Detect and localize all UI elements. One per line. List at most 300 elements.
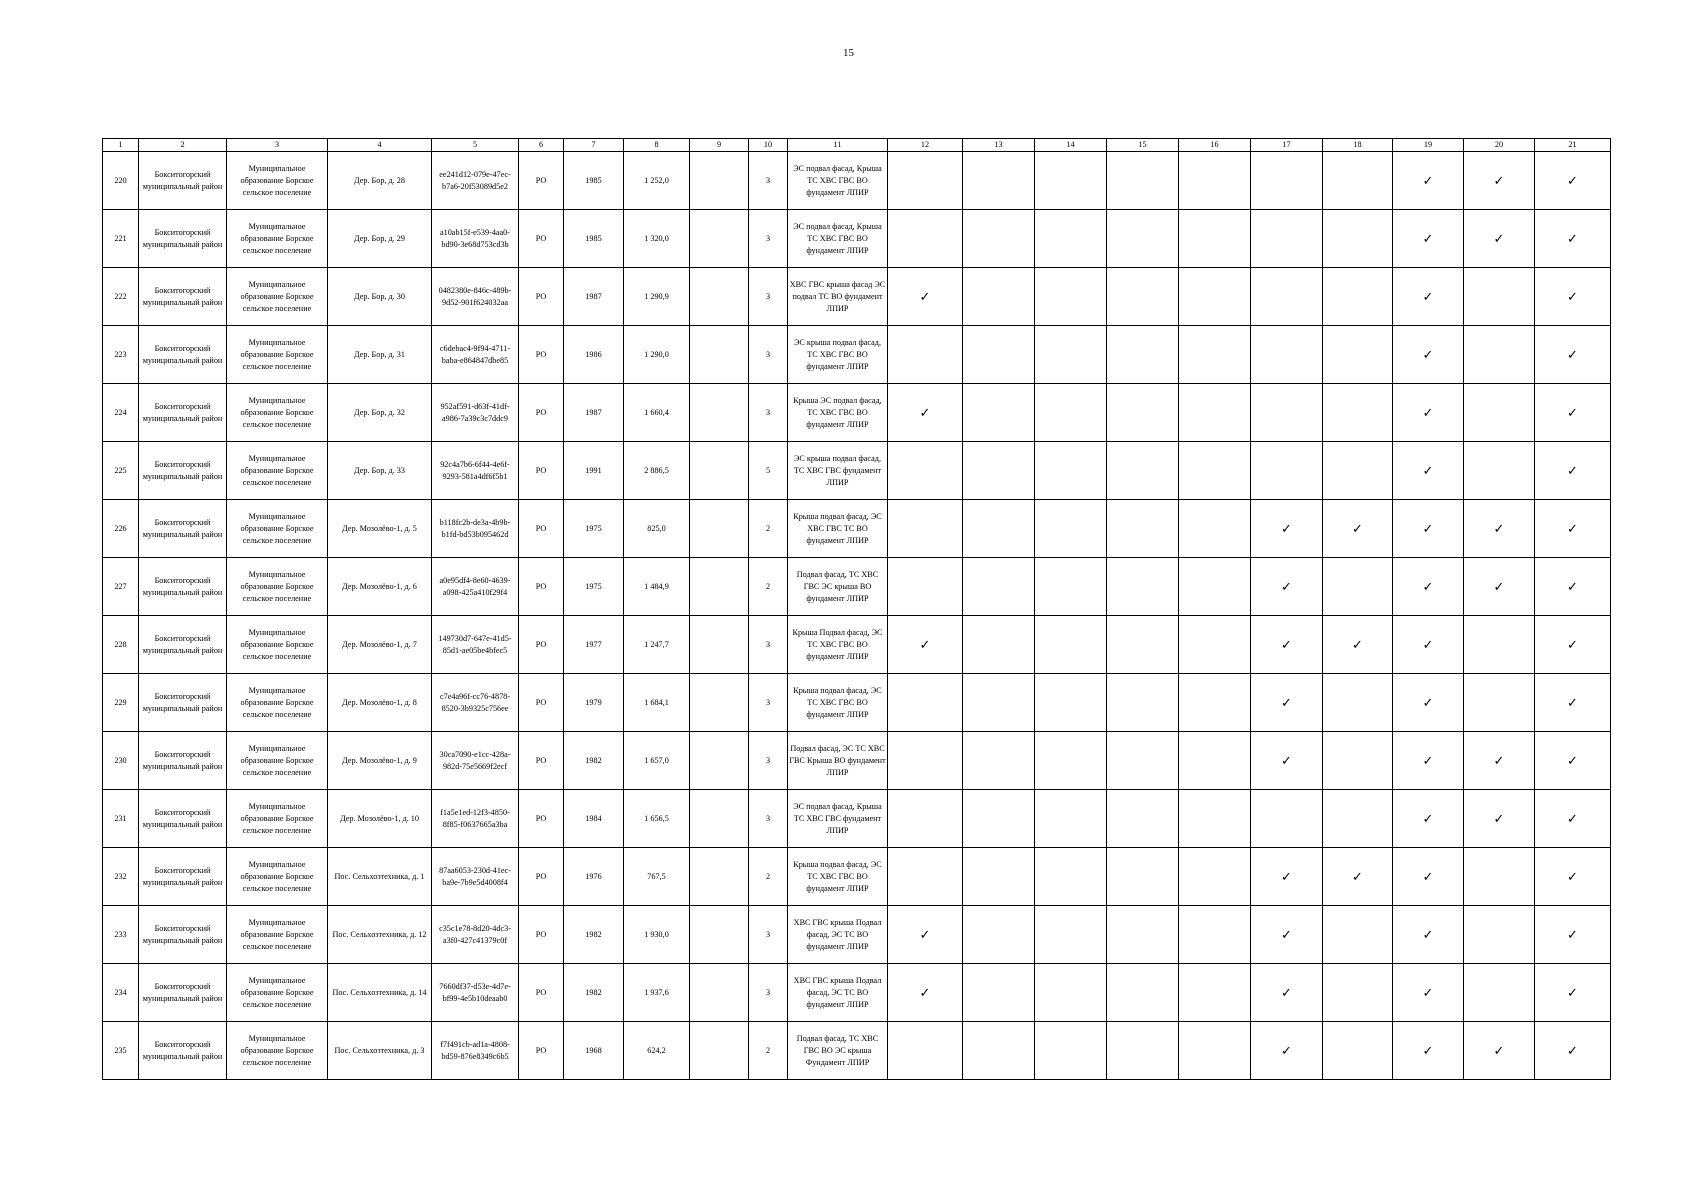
check-cell-col-12 xyxy=(888,848,963,906)
check-mark-icon: ✓ xyxy=(919,404,931,420)
building-id-cell: c7e4a96f-cc76-4878-8520-3b9325c756ee xyxy=(432,674,519,732)
address-cell: Дер. Мозолёво-1, д. 7 xyxy=(328,616,432,674)
check-cell-col-12 xyxy=(888,964,963,1022)
works-cell: Подвал фасад, ЭС ТС ХВС ГВС Крыша ВО фундамент ЛПИР xyxy=(788,732,888,790)
row-number-cell: 235 xyxy=(103,1022,139,1080)
check-cell-col-12 xyxy=(888,558,963,616)
district-cell: Бокситогорский муниципальный район xyxy=(139,326,227,384)
check-mark-icon: ✓ xyxy=(1422,752,1434,768)
check-mark-icon: ✓ xyxy=(1422,1042,1434,1058)
row-number-cell: 225 xyxy=(103,442,139,500)
check-cell-col-16 xyxy=(1179,210,1251,268)
check-cell-col-16 xyxy=(1179,848,1251,906)
column-number-header: 16 xyxy=(1179,139,1251,152)
table-row xyxy=(103,1022,1611,1080)
floors-cell: 2 xyxy=(749,848,788,906)
check-cell-col-18 xyxy=(1323,1022,1393,1080)
area-cell: 1 656,5 xyxy=(624,790,690,848)
check-mark-icon: ✓ xyxy=(1567,1042,1578,1058)
check-cell-col-16 xyxy=(1179,964,1251,1022)
works-cell: Крыша подвал фасад, ЭС ТС ХВС ГВС ВО фундамент ЛПИР xyxy=(788,848,888,906)
check-mark-icon: ✓ xyxy=(1352,636,1363,652)
check-cell-col-19 xyxy=(1393,326,1464,384)
check-mark-icon: ✓ xyxy=(1567,288,1578,304)
check-cell-col-19 xyxy=(1393,500,1464,558)
building-id-cell: 952af591-d63f-41df-a986-7a39c3c7ddc9 xyxy=(432,384,519,442)
type-cell: РО xyxy=(519,500,564,558)
check-cell-col-19 xyxy=(1393,674,1464,732)
table-row xyxy=(103,500,1611,558)
column-number-header: 17 xyxy=(1251,139,1323,152)
column-number-header: 13 xyxy=(963,139,1035,152)
check-cell-col-14 xyxy=(1035,674,1107,732)
type-cell: РО xyxy=(519,964,564,1022)
page-number: 15 xyxy=(843,47,854,59)
check-mark-icon: ✓ xyxy=(1281,520,1292,536)
column-number-header: 10 xyxy=(749,139,788,152)
check-cell-col-16 xyxy=(1179,616,1251,674)
column-number-header: 9 xyxy=(690,139,749,152)
table-row xyxy=(103,210,1611,268)
row-number-cell: 221 xyxy=(103,210,139,268)
check-cell-col-20 xyxy=(1464,906,1535,964)
check-cell-col-17 xyxy=(1251,210,1323,268)
works-cell: Подвал фасад, ТС ХВС ГВС ЭС крыша ВО фундамент ЛПИР xyxy=(788,558,888,616)
area-cell: 1 937,6 xyxy=(624,964,690,1022)
check-cell-col-18 xyxy=(1323,210,1393,268)
check-mark-icon: ✓ xyxy=(1281,636,1292,652)
type-cell: РО xyxy=(519,848,564,906)
check-cell-col-12 xyxy=(888,326,963,384)
check-cell-col-20 xyxy=(1464,732,1535,790)
check-cell-col-21 xyxy=(1535,1022,1611,1080)
check-cell-col-16 xyxy=(1179,268,1251,326)
column-number-header: 11 xyxy=(788,139,888,152)
check-cell-col-17 xyxy=(1251,906,1323,964)
address-cell: Пос. Сельхозтехника, д. 12 xyxy=(328,906,432,964)
municipality-cell: Муниципальное образование Борское сельское поселение xyxy=(227,500,328,558)
check-cell-col-21 xyxy=(1535,500,1611,558)
column-number-header: 4 xyxy=(328,139,432,152)
check-cell-col-14 xyxy=(1035,384,1107,442)
building-id-cell: f7f491cb-ad1a-4808-bd59-876e8349c6b5 xyxy=(432,1022,519,1080)
area-cell: 825,0 xyxy=(624,500,690,558)
check-cell-col-16 xyxy=(1179,674,1251,732)
area-cell: 624,2 xyxy=(624,1022,690,1080)
check-cell-col-18 xyxy=(1323,674,1393,732)
floors-cell: 3 xyxy=(749,616,788,674)
district-cell: Бокситогорский муниципальный район xyxy=(139,674,227,732)
check-cell-col-18 xyxy=(1323,790,1393,848)
column-number-header: 18 xyxy=(1323,139,1393,152)
year-cell: 1985 xyxy=(564,152,624,210)
column-number-header: 2 xyxy=(139,139,227,152)
check-mark-icon: ✓ xyxy=(1567,926,1578,942)
check-cell-col-15 xyxy=(1107,558,1179,616)
address-cell: Дер. Мозолёво-1, д. 8 xyxy=(328,674,432,732)
check-cell-col-19 xyxy=(1393,732,1464,790)
check-cell-col-21 xyxy=(1535,152,1611,210)
check-cell-col-19 xyxy=(1393,1022,1464,1080)
row-number-cell: 233 xyxy=(103,906,139,964)
column-9-cell xyxy=(690,442,749,500)
building-id-cell: a0e95df4-8e60-4639-a098-425a410f29f4 xyxy=(432,558,519,616)
check-cell-col-21 xyxy=(1535,964,1611,1022)
floors-cell: 3 xyxy=(749,210,788,268)
check-cell-col-16 xyxy=(1179,732,1251,790)
check-cell-col-16 xyxy=(1179,442,1251,500)
floors-cell: 3 xyxy=(749,906,788,964)
check-cell-col-15 xyxy=(1107,848,1179,906)
check-cell-col-13 xyxy=(963,732,1035,790)
check-cell-col-20 xyxy=(1464,326,1535,384)
check-mark-icon: ✓ xyxy=(1281,752,1292,768)
floors-cell: 3 xyxy=(749,964,788,1022)
check-cell-col-21 xyxy=(1535,326,1611,384)
check-cell-col-17 xyxy=(1251,152,1323,210)
address-cell: Дер. Бор, д. 32 xyxy=(328,384,432,442)
area-cell: 1 660,4 xyxy=(624,384,690,442)
check-mark-icon: ✓ xyxy=(1567,810,1578,826)
check-mark-icon: ✓ xyxy=(1422,868,1434,884)
check-cell-col-13 xyxy=(963,558,1035,616)
check-mark-icon: ✓ xyxy=(919,926,931,942)
municipality-cell: Муниципальное образование Борское сельское поселение xyxy=(227,616,328,674)
floors-cell: 3 xyxy=(749,326,788,384)
check-mark-icon: ✓ xyxy=(1567,462,1578,478)
check-cell-col-14 xyxy=(1035,964,1107,1022)
check-mark-icon: ✓ xyxy=(1493,172,1505,188)
type-cell: РО xyxy=(519,616,564,674)
column-9-cell xyxy=(690,500,749,558)
table-row xyxy=(103,558,1611,616)
check-cell-col-17 xyxy=(1251,384,1323,442)
works-cell: ЭС крыша подвал фасад, ТС ХВС ГВС ВО фундамент ЛПИР xyxy=(788,326,888,384)
check-cell-col-17 xyxy=(1251,500,1323,558)
address-cell: Дер. Мозолёво-1, д. 6 xyxy=(328,558,432,616)
check-cell-col-17 xyxy=(1251,674,1323,732)
check-cell-col-21 xyxy=(1535,674,1611,732)
check-cell-col-15 xyxy=(1107,384,1179,442)
check-mark-icon: ✓ xyxy=(1422,346,1434,362)
check-mark-icon: ✓ xyxy=(1567,984,1578,1000)
district-cell: Бокситогорский муниципальный район xyxy=(139,616,227,674)
column-9-cell xyxy=(690,558,749,616)
check-cell-col-15 xyxy=(1107,906,1179,964)
table-row xyxy=(103,674,1611,732)
municipality-cell: Муниципальное образование Борское сельское поселение xyxy=(227,790,328,848)
row-number-cell: 227 xyxy=(103,558,139,616)
row-number-cell: 220 xyxy=(103,152,139,210)
check-cell-col-20 xyxy=(1464,152,1535,210)
year-cell: 1982 xyxy=(564,964,624,1022)
type-cell: РО xyxy=(519,268,564,326)
works-cell: ХВС ГВС крыша Подвал фасад, ЭС ТС ВО фундамент ЛПИР xyxy=(788,964,888,1022)
row-number-cell: 223 xyxy=(103,326,139,384)
check-mark-icon: ✓ xyxy=(1567,578,1578,594)
district-cell: Бокситогорский муниципальный район xyxy=(139,210,227,268)
column-number-row xyxy=(103,139,1611,152)
building-id-cell: 7660df37-d53e-4d7e-bf99-4e5b10deaab0 xyxy=(432,964,519,1022)
district-cell: Бокситогорский муниципальный район xyxy=(139,848,227,906)
check-cell-col-17 xyxy=(1251,268,1323,326)
check-cell-col-19 xyxy=(1393,558,1464,616)
district-cell: Бокситогорский муниципальный район xyxy=(139,558,227,616)
table-row xyxy=(103,616,1611,674)
check-cell-col-17 xyxy=(1251,326,1323,384)
check-cell-col-12 xyxy=(888,906,963,964)
floors-cell: 3 xyxy=(749,674,788,732)
check-cell-col-14 xyxy=(1035,500,1107,558)
check-cell-col-15 xyxy=(1107,326,1179,384)
check-cell-col-14 xyxy=(1035,442,1107,500)
municipality-cell: Муниципальное образование Борское сельское поселение xyxy=(227,326,328,384)
check-cell-col-16 xyxy=(1179,152,1251,210)
check-mark-icon: ✓ xyxy=(1352,868,1363,884)
check-cell-col-20 xyxy=(1464,210,1535,268)
check-mark-icon: ✓ xyxy=(919,984,931,1000)
row-number-cell: 226 xyxy=(103,500,139,558)
floors-cell: 2 xyxy=(749,1022,788,1080)
check-cell-col-18 xyxy=(1323,442,1393,500)
check-cell-col-20 xyxy=(1464,674,1535,732)
check-cell-col-17 xyxy=(1251,790,1323,848)
type-cell: РО xyxy=(519,326,564,384)
floors-cell: 2 xyxy=(749,500,788,558)
type-cell: РО xyxy=(519,152,564,210)
check-cell-col-14 xyxy=(1035,210,1107,268)
check-cell-col-13 xyxy=(963,210,1035,268)
column-9-cell xyxy=(690,906,749,964)
check-cell-col-13 xyxy=(963,848,1035,906)
check-cell-col-17 xyxy=(1251,848,1323,906)
check-mark-icon: ✓ xyxy=(1493,752,1505,768)
check-cell-col-13 xyxy=(963,152,1035,210)
check-cell-col-16 xyxy=(1179,500,1251,558)
check-cell-col-18 xyxy=(1323,616,1393,674)
column-9-cell xyxy=(690,152,749,210)
table-row xyxy=(103,326,1611,384)
table-row xyxy=(103,964,1611,1022)
column-number-header: 3 xyxy=(227,139,328,152)
check-cell-col-12 xyxy=(888,442,963,500)
check-mark-icon: ✓ xyxy=(1422,520,1434,536)
column-number-header: 12 xyxy=(888,139,963,152)
district-cell: Бокситогорский муниципальный район xyxy=(139,1022,227,1080)
address-cell: Пос. Сельхозтехника, д. 3 xyxy=(328,1022,432,1080)
check-cell-col-21 xyxy=(1535,384,1611,442)
check-cell-col-21 xyxy=(1535,848,1611,906)
column-number-header: 20 xyxy=(1464,139,1535,152)
check-cell-col-14 xyxy=(1035,732,1107,790)
column-9-cell xyxy=(690,384,749,442)
check-cell-col-12 xyxy=(888,384,963,442)
building-id-cell: a10ab15f-e539-4aa0-bd90-3e68d753cd3b xyxy=(432,210,519,268)
check-cell-col-15 xyxy=(1107,616,1179,674)
check-cell-col-17 xyxy=(1251,616,1323,674)
type-cell: РО xyxy=(519,442,564,500)
check-mark-icon: ✓ xyxy=(1567,752,1578,768)
check-cell-col-20 xyxy=(1464,500,1535,558)
district-cell: Бокситогорский муниципальный район xyxy=(139,906,227,964)
area-cell: 1 930,0 xyxy=(624,906,690,964)
district-cell: Бокситогорский муниципальный район xyxy=(139,384,227,442)
row-number-cell: 228 xyxy=(103,616,139,674)
check-cell-col-15 xyxy=(1107,500,1179,558)
year-cell: 1984 xyxy=(564,790,624,848)
area-cell: 1 290,9 xyxy=(624,268,690,326)
floors-cell: 3 xyxy=(749,268,788,326)
year-cell: 1975 xyxy=(564,500,624,558)
check-cell-col-12 xyxy=(888,210,963,268)
check-cell-col-12 xyxy=(888,616,963,674)
building-id-cell: c6debac4-9f94-4711-baba-e864847dbe85 xyxy=(432,326,519,384)
table-row xyxy=(103,848,1611,906)
building-id-cell: ee241d12-079e-47ec-b7a6-20f53089d5e2 xyxy=(432,152,519,210)
column-9-cell xyxy=(690,848,749,906)
check-cell-col-20 xyxy=(1464,384,1535,442)
check-mark-icon: ✓ xyxy=(1422,462,1434,478)
check-mark-icon: ✓ xyxy=(1422,984,1434,1000)
municipality-cell: Муниципальное образование Борское сельское поселение xyxy=(227,1022,328,1080)
column-number-header: 15 xyxy=(1107,139,1179,152)
check-cell-col-20 xyxy=(1464,964,1535,1022)
type-cell: РО xyxy=(519,674,564,732)
check-cell-col-13 xyxy=(963,906,1035,964)
year-cell: 1977 xyxy=(564,616,624,674)
check-cell-col-15 xyxy=(1107,210,1179,268)
check-cell-col-15 xyxy=(1107,268,1179,326)
column-9-cell xyxy=(690,732,749,790)
municipality-cell: Муниципальное образование Борское сельское поселение xyxy=(227,848,328,906)
check-mark-icon: ✓ xyxy=(1493,520,1505,536)
column-number-header: 8 xyxy=(624,139,690,152)
table-row xyxy=(103,790,1611,848)
column-9-cell xyxy=(690,616,749,674)
type-cell: РО xyxy=(519,732,564,790)
municipality-cell: Муниципальное образование Борское сельское поселение xyxy=(227,268,328,326)
address-cell: Дер. Бор, д. 28 xyxy=(328,152,432,210)
works-cell: Крыша ЭС подвал фасад, ТС ХВС ГВС ВО фундамент ЛПИР xyxy=(788,384,888,442)
check-cell-col-21 xyxy=(1535,442,1611,500)
row-number-cell: 229 xyxy=(103,674,139,732)
check-cell-col-15 xyxy=(1107,790,1179,848)
check-cell-col-21 xyxy=(1535,732,1611,790)
type-cell: РО xyxy=(519,906,564,964)
check-mark-icon: ✓ xyxy=(1567,636,1578,652)
year-cell: 1991 xyxy=(564,442,624,500)
check-cell-col-16 xyxy=(1179,326,1251,384)
check-mark-icon: ✓ xyxy=(1422,694,1434,710)
check-cell-col-18 xyxy=(1323,558,1393,616)
works-cell: ЭС крыша подвал фасад, ТС ХВС ГВС фундамент ЛПИР xyxy=(788,442,888,500)
check-cell-col-18 xyxy=(1323,268,1393,326)
works-cell: ХВС ГВС крыша Подвал фасад, ЭС ТС ВО фундамент ЛПИР xyxy=(788,906,888,964)
check-mark-icon: ✓ xyxy=(1281,926,1292,942)
check-mark-icon: ✓ xyxy=(1567,404,1578,420)
check-cell-col-13 xyxy=(963,326,1035,384)
check-cell-col-13 xyxy=(963,268,1035,326)
building-id-cell: 87aa6053-230d-41ec-ba9e-7b9e5d4008f4 xyxy=(432,848,519,906)
check-cell-col-18 xyxy=(1323,964,1393,1022)
floors-cell: 3 xyxy=(749,790,788,848)
check-cell-col-13 xyxy=(963,384,1035,442)
address-cell: Дер. Мозолёво-1, д. 9 xyxy=(328,732,432,790)
municipality-cell: Муниципальное образование Борское сельское поселение xyxy=(227,964,328,1022)
check-mark-icon: ✓ xyxy=(919,288,931,304)
check-cell-col-16 xyxy=(1179,906,1251,964)
check-mark-icon: ✓ xyxy=(1281,868,1292,884)
column-9-cell xyxy=(690,790,749,848)
check-cell-col-18 xyxy=(1323,152,1393,210)
check-cell-col-19 xyxy=(1393,442,1464,500)
table-row xyxy=(103,152,1611,210)
check-cell-col-21 xyxy=(1535,210,1611,268)
area-cell: 1 290,0 xyxy=(624,326,690,384)
check-cell-col-13 xyxy=(963,1022,1035,1080)
area-cell: 1 252,0 xyxy=(624,152,690,210)
table-row xyxy=(103,906,1611,964)
building-id-cell: 92c4a7b6-6f44-4e6f-9293-581a4df6f5b1 xyxy=(432,442,519,500)
check-cell-col-14 xyxy=(1035,848,1107,906)
row-number-cell: 232 xyxy=(103,848,139,906)
type-cell: РО xyxy=(519,384,564,442)
check-cell-col-12 xyxy=(888,1022,963,1080)
check-mark-icon: ✓ xyxy=(1567,172,1578,188)
check-mark-icon: ✓ xyxy=(919,636,931,652)
year-cell: 1975 xyxy=(564,558,624,616)
address-cell: Дер. Бор, д. 33 xyxy=(328,442,432,500)
check-cell-col-13 xyxy=(963,616,1035,674)
check-cell-col-20 xyxy=(1464,848,1535,906)
check-mark-icon: ✓ xyxy=(1352,520,1363,536)
check-cell-col-14 xyxy=(1035,906,1107,964)
year-cell: 1968 xyxy=(564,1022,624,1080)
check-mark-icon: ✓ xyxy=(1422,636,1434,652)
municipality-cell: Муниципальное образование Борское сельское поселение xyxy=(227,906,328,964)
address-cell: Дер. Мозолёво-1, д. 5 xyxy=(328,500,432,558)
check-cell-col-19 xyxy=(1393,210,1464,268)
type-cell: РО xyxy=(519,558,564,616)
check-cell-col-19 xyxy=(1393,268,1464,326)
check-cell-col-15 xyxy=(1107,1022,1179,1080)
check-cell-col-21 xyxy=(1535,616,1611,674)
check-cell-col-14 xyxy=(1035,558,1107,616)
address-cell: Дер. Бор, д. 31 xyxy=(328,326,432,384)
address-cell: Пос. Сельхозтехника, д. 1 xyxy=(328,848,432,906)
check-mark-icon: ✓ xyxy=(1422,926,1434,942)
municipality-cell: Муниципальное образование Борское сельское поселение xyxy=(227,210,328,268)
works-cell: Подвал фасад, ТС ХВС ГВС ВО ЭС крыша Фундамент ЛПИР xyxy=(788,1022,888,1080)
check-cell-col-14 xyxy=(1035,1022,1107,1080)
area-cell: 1 320,0 xyxy=(624,210,690,268)
municipality-cell: Муниципальное образование Борское сельское поселение xyxy=(227,732,328,790)
check-cell-col-19 xyxy=(1393,616,1464,674)
check-mark-icon: ✓ xyxy=(1493,578,1505,594)
check-cell-col-21 xyxy=(1535,268,1611,326)
check-cell-col-13 xyxy=(963,674,1035,732)
works-cell: ЭС подвал фасад, Крыша ТС ХВС ГВС ВО фундамент ЛПИР xyxy=(788,210,888,268)
municipality-cell: Муниципальное образование Борское сельское поселение xyxy=(227,384,328,442)
check-mark-icon: ✓ xyxy=(1567,868,1578,884)
check-cell-col-12 xyxy=(888,152,963,210)
area-cell: 1 247,7 xyxy=(624,616,690,674)
check-cell-col-17 xyxy=(1251,442,1323,500)
district-cell: Бокситогорский муниципальный район xyxy=(139,964,227,1022)
municipality-cell: Муниципальное образование Борское сельское поселение xyxy=(227,152,328,210)
check-cell-col-19 xyxy=(1393,152,1464,210)
check-cell-col-19 xyxy=(1393,790,1464,848)
